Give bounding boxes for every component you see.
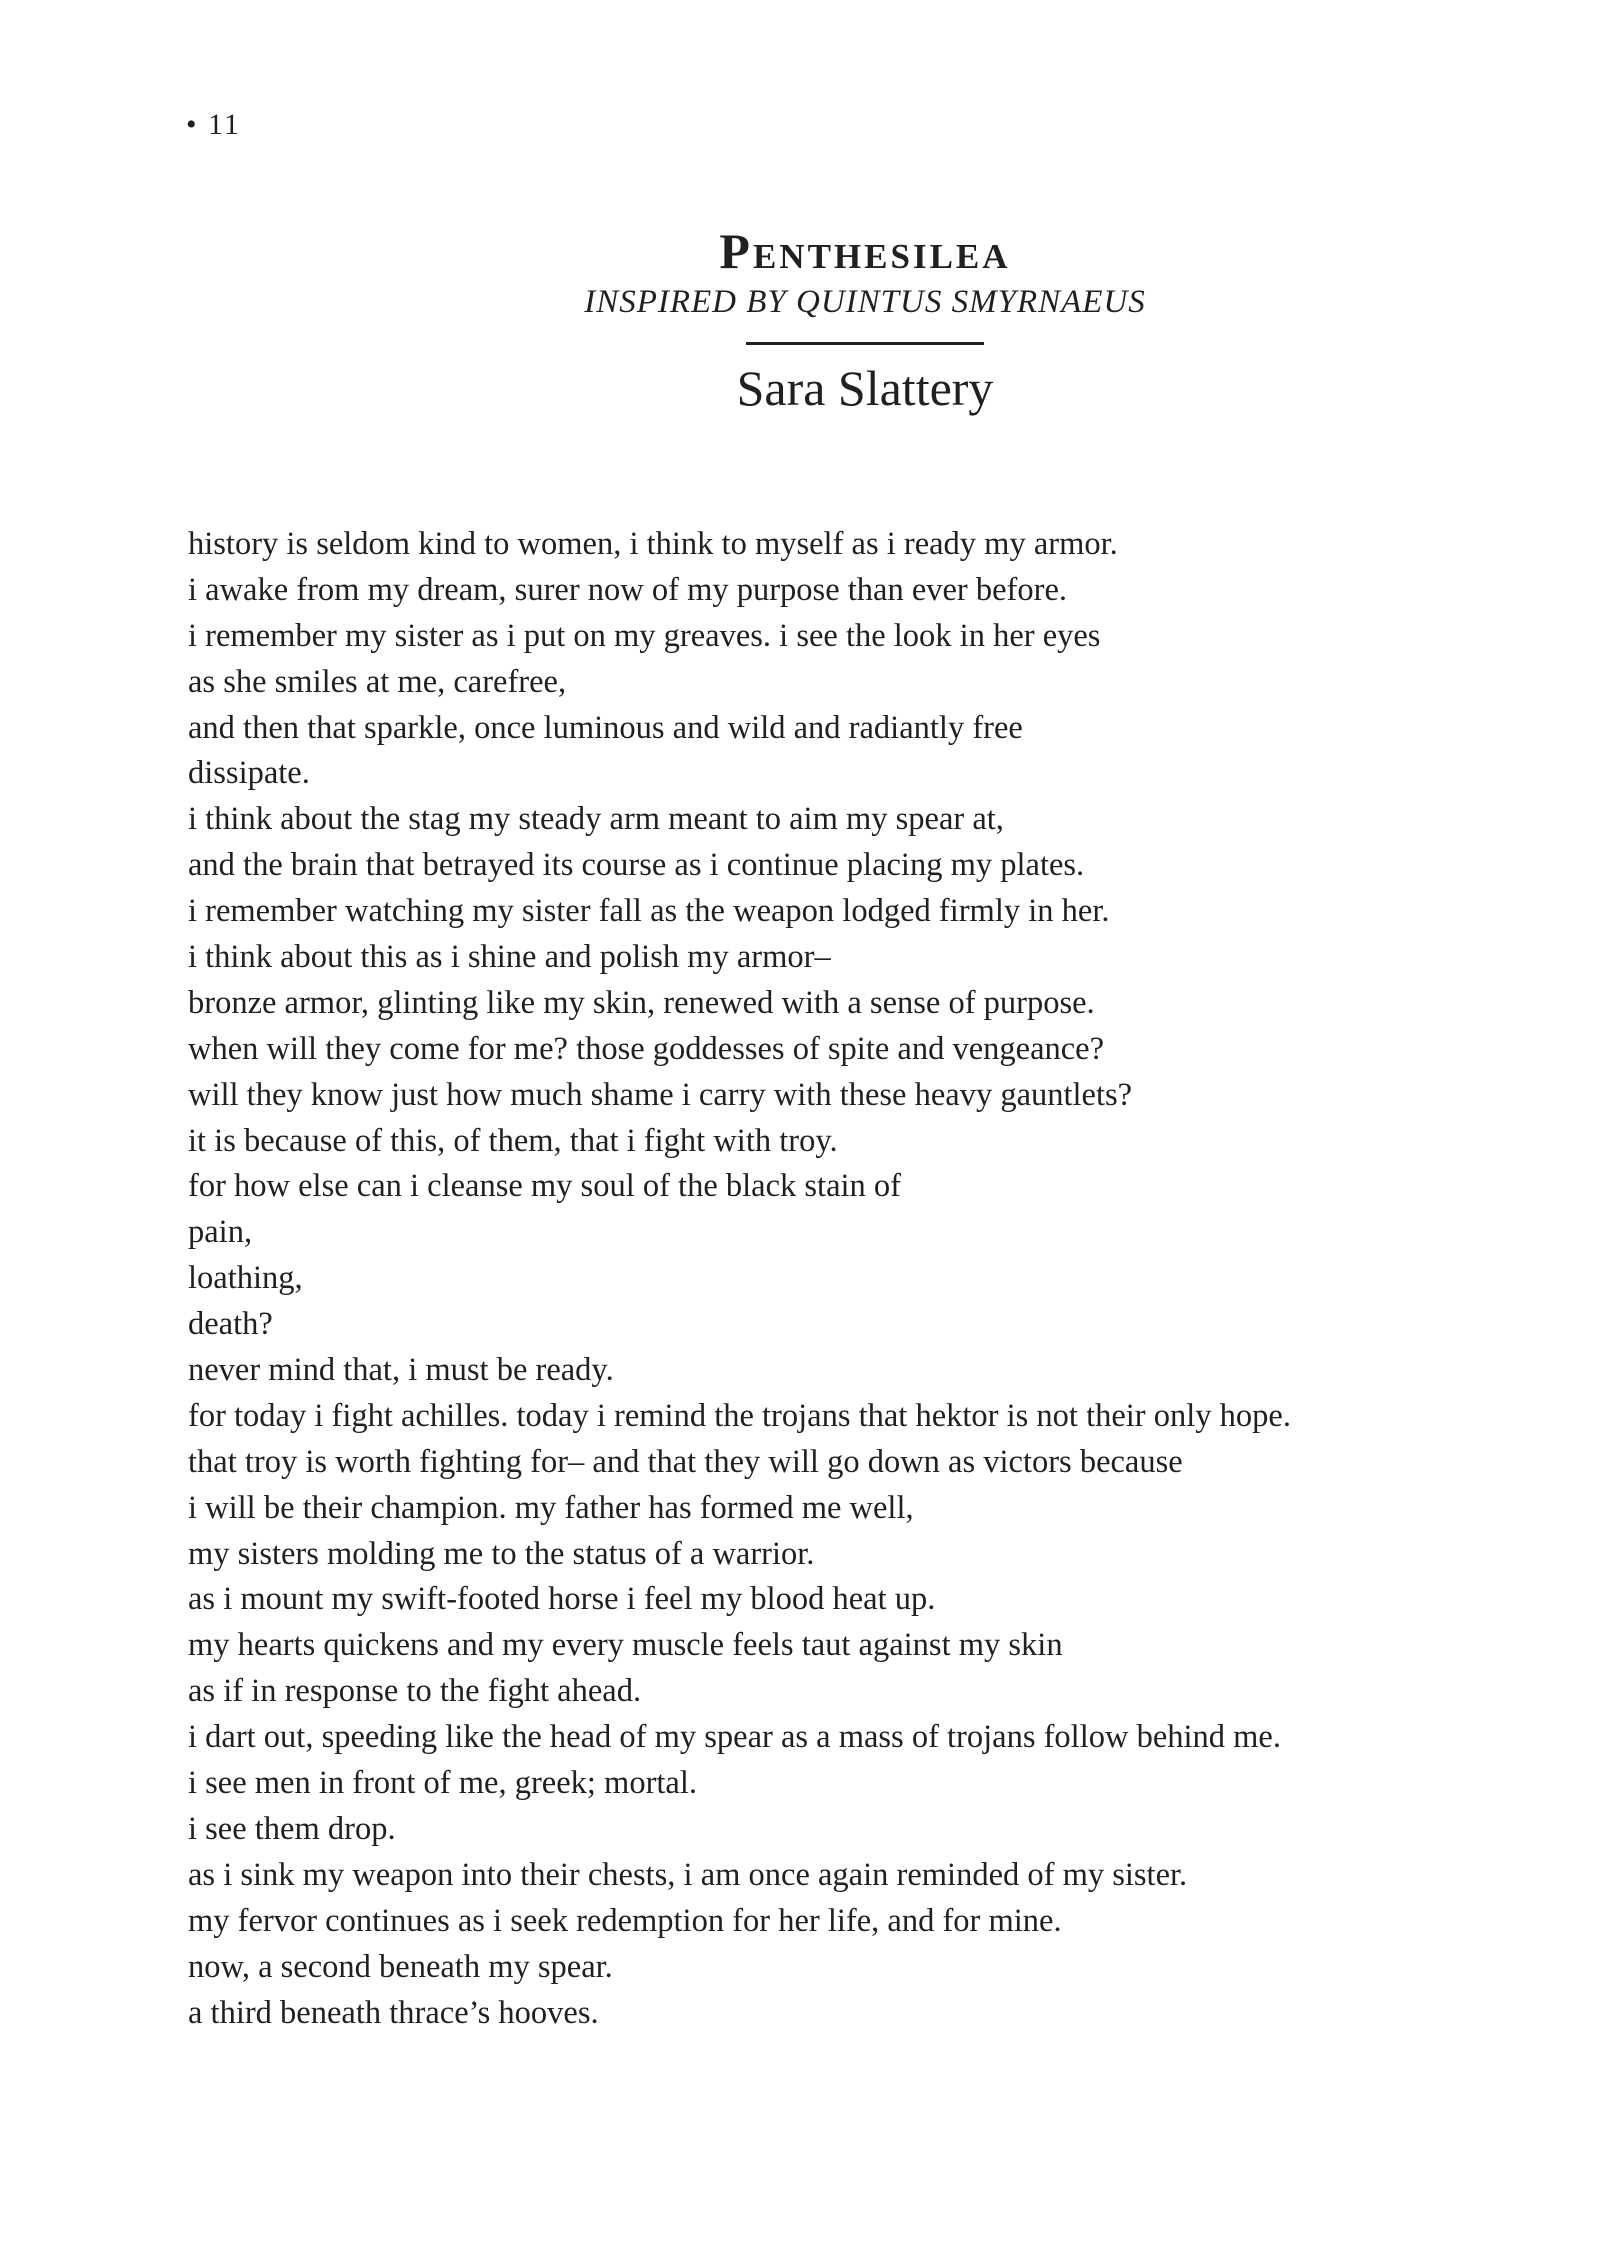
poem-line: and the brain that betrayed its course as i continue placing my plates. — [188, 847, 1085, 884]
poem-line: i awake from my dream, surer now of my purpose than ever before. — [188, 571, 1067, 608]
page-number: • 11 — [186, 108, 241, 141]
poem-line: my sisters molding me to the status of a warrior. — [188, 1535, 815, 1572]
poem-line: never mind that, i must be ready. — [188, 1352, 614, 1389]
poem-line: i think about the stag my steady arm meant to aim my spear at, — [188, 801, 1004, 838]
poem-line: and then that sparkle, once luminous and wild and radiantly free — [188, 709, 1023, 746]
poem-line: i think about this as i shine and polish my armor– — [188, 939, 831, 976]
title-divider — [746, 342, 984, 345]
poem-line: now, a second beneath my spear. — [188, 1948, 613, 1985]
poem-line: as i mount my swift-footed horse i feel my blood heat up. — [188, 1581, 936, 1618]
poem-line: as if in response to the fight ahead. — [188, 1673, 642, 1710]
poem-body — [188, 522, 1488, 2036]
poem-line: that troy is worth fighting for– and that they will go down as victors because — [188, 1443, 1183, 1480]
poem-line: i remember my sister as i put on my greaves. i see the look in her eyes — [188, 617, 1101, 654]
poem-line: my hearts quickens and my every muscle feels taut against my skin — [188, 1627, 1063, 1664]
poem-author: Sara Slattery — [736, 360, 994, 416]
poem-line: it is because of this, of them, that i fight with troy. — [188, 1122, 838, 1159]
poem-title: Penthesilea — [719, 223, 1011, 279]
poem-line: i see men in front of me, greek; mortal. — [188, 1765, 698, 1802]
poem-line: pain, — [188, 1214, 253, 1251]
poem-line: a third beneath thrace’s hooves. — [188, 1994, 599, 2031]
poem-line: for how else can i cleanse my soul of the black stain of — [188, 1168, 901, 1205]
poem-line: will they know just how much shame i carry with these heavy gauntlets? — [188, 1076, 1133, 1113]
poem-line: i dart out, speeding like the head of my spear as a mass of trojans follow behind me. — [188, 1719, 1281, 1756]
poem-line: history is seldom kind to women, i think to myself as i ready my armor. — [188, 526, 1118, 562]
poem-line: my fervor continues as i seek redemption for her life, and for mine. — [188, 1902, 1062, 1939]
poem-line: loathing, — [188, 1260, 303, 1297]
poem-subtitle: INSPIRED BY QUINTUS SMYRNAEUS — [584, 284, 1146, 320]
poem-line: when will they come for me? those goddesses of spite and vengeance? — [188, 1030, 1105, 1067]
poem-line: i remember watching my sister fall as the weapon lodged firmly in her. — [188, 893, 1110, 930]
poem-line: as i sink my weapon into their chests, i am once again reminded of my sister. — [188, 1856, 1188, 1893]
poem-line: as she smiles at me, carefree, — [188, 663, 567, 700]
poem-line: death? — [188, 1306, 273, 1343]
poem-line: for today i fight achilles. today i remind the trojans that hektor is not their only hope. — [188, 1397, 1291, 1434]
poem-line: i will be their champion. my father has formed me well, — [188, 1489, 914, 1526]
poem-line: i see them drop. — [188, 1810, 396, 1847]
poem-header — [0, 222, 1614, 421]
poem-line: bronze armor, glinting like my skin, renewed with a sense of purpose. — [188, 984, 1095, 1021]
poem-line: dissipate. — [188, 755, 310, 792]
